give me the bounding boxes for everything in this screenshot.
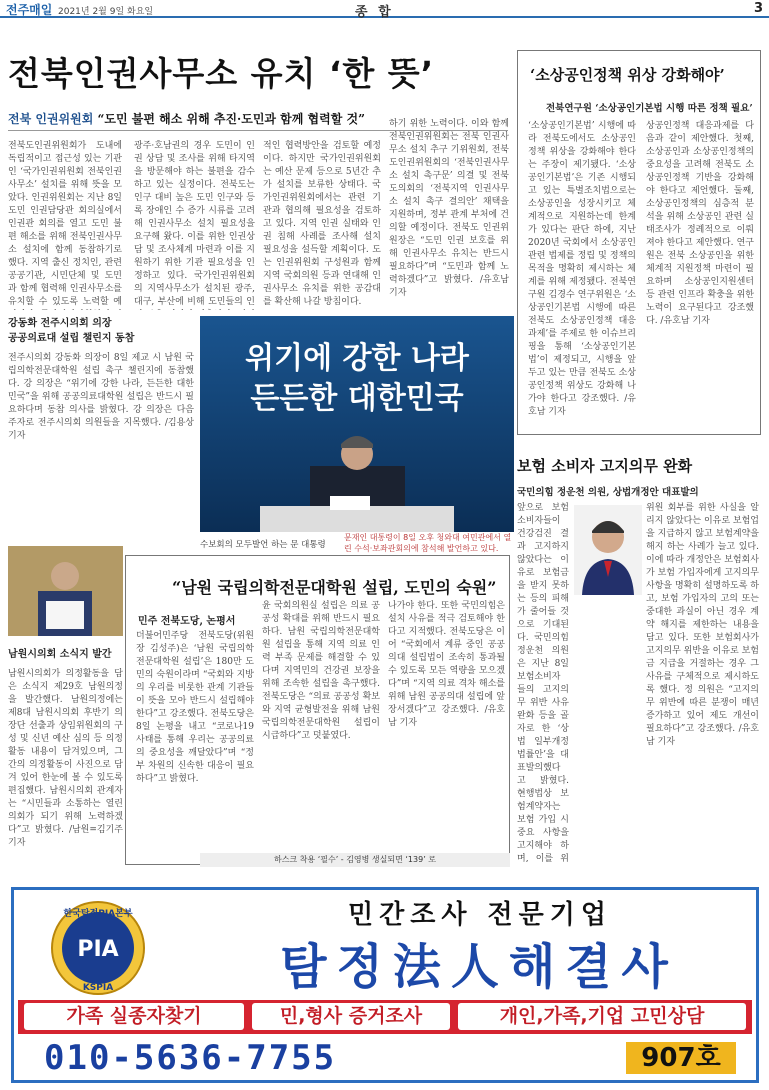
masthead [0, 0, 769, 18]
center-article-byline: 민주 전북도당, 논평서 [138, 616, 236, 627]
sidebar-article [8, 316, 194, 534]
advertisement[interactable] [11, 887, 759, 1083]
emblem-main-text: PIA [77, 937, 119, 962]
emblem-top-text: 한국탐정PIA본부 [63, 909, 133, 919]
lead-col-3: 적인 협력방안을 검토할 예정이다. 하지만 국가인권위원회는 예산 문제 등으로 5년간 추가 설치를 보류한 상태다. 국가인권위원회에서는 관련 기관과 협의해 필요성을 검토하고 있다. 지역 인권 실태와 인권 침해 사례를 조사해 설치 필요성을 설득할 계획이다. 도는 인권위원회 구성원과 함께 지역 국회의원 등과 연대해 인권사무소 유치를 위한 공감대를 확산해 나갈 방침이다. [263, 141, 381, 307]
president-photo [200, 316, 514, 532]
right-article-col-1: ‘소상공인기본법’ 시행에 따라 전북도에서도 소상공인정책 위상을 강화해야 한다는 주장이 제기됐다. ‘소상공인기본법’은 기존 시행되고 있는 특별조치법으로는 소상공인을 성장시키고 체계적으로 지원하는데 한계가 있다는 판단 하에, 지난 2020년 국회에서 소상공인 관련 법제를 정립 및 정책의 목적을 명확히 제시하는 체계를 위해 제정됐다. 전북연구원 김경수 연구위원은 ‘소상공인기본법 시행에 따른 전북도 소상공인정책 대응과제’를 주제로 한 이슈브리핑을 통해 ‘소상공인기본법’이 제정되고, 시행을 앞두고 있는 만큼 전북도 소상공인정책 위상도 강화해 나가야 한다고 강조했다. /유호남 기자 [528, 121, 636, 417]
center-article-col-1: 더불어민주당 전북도당(위원장 김성주)은 ‘남원 국립의학전문대학원 설립’은 180만 도민의 숙원이라며 “국회와 지방의 우리를 비롯한 관계 기관들이 뜻을 모아 반드시 설립해야 한다”고 강조했다. 전북도당은 8일 논평을 내고 “코로나19 사태를 통해 우리는 공공의료의 중요성을 깨달았다”며 “정부 차원의 신속한 대응이 필요하다”고 밝혔다. [136, 631, 254, 784]
lead-col-2: 광주·호남권의 경우 도민이 인권 상담 및 조사를 위해 타지역을 방문해야 하는 불편을 감수하고 있는 실정이다. 전북도는 인구 대비 높은 도민 인구와 등록 장애인 수 증가 시류를 고려해 인권사무소 설치 필요성을 요구해 왔다. 이를 위한 인권상담 및 조사체계 마련과 이를 지원하기 위한 기관 필요성을 인정하고 있다. 국가인권위원회의 지역사무소가 설치된 광주, 대구, 부산에 비해 도민들의 인 [134, 141, 255, 307]
lead-subhead-prefix: 전북 인권위원회 [8, 112, 94, 126]
lead-col-4: 하기 위한 노력이다. 이와 함께 전북인권위원회는 전북 인권사무소 설치 추구 기위원회, 전북도인권위원회의 ‘전북인권사무소 설치 촉구문’ 의결 및 전북도의회의 ‘전북지역 인권사무소 설치 촉구 결의안’ 채택을 지원하며, 정부 관계 부처에 건의할 예정이다. 전북도 인권위원장은 “도민 인권 보호를 위해 인권사무소 유치는 반드시 필요하다”며 “도민과 함께 노력하겠다”고 밝혔다. /유호남 기자 [389, 119, 509, 298]
lead-subhead-text: “도민 불편 해소 위해 추진·도민과 함께 협력할 것” [97, 112, 365, 126]
left-bottom-title: 남원시의회 소식지 발간 [8, 649, 112, 660]
pia-emblem-icon [38, 898, 158, 998]
banner-line-1: 위기에 강한 나라 [245, 341, 469, 376]
sidebar-body: 전주시의회 강동화 의장이 8일 제교 시 남원 국립의학전문대학원 설립 촉구 챌린지에 동참했다. 강 의장은 “위기에 강한 나라, 든든한 대한민국”을 위해 공공의료대학원 설립은 반드시 필요하다며 동참 의사를 밝혔다. 강 의장은 다음 주자로 전주시의회 의원들을 지목했다. /김용상 기자 [8, 353, 194, 441]
section-name: 종 합 [355, 5, 394, 20]
paper-logo: 전주매일 [6, 3, 53, 17]
ad-phone-number[interactable]: 010-5636-7755 [44, 1038, 337, 1078]
ad-company-name: 탐정法人해결사 [280, 939, 678, 995]
lead-subhead [8, 110, 365, 127]
insurance-subtitle: 국민의힘 정운천 의원, 상법개정안 대표발의 [517, 487, 699, 498]
photo-caption-right: 문재인 대통령이 8일 오후 청와대 여민관에서 열린 수석·보좌관회의에 참석해 발언하고 있다. [344, 533, 512, 553]
center-article-footer: 하스크 착용 ‘필수’ - 김영병 생실되면 ‘139’ 로 [200, 853, 510, 867]
emblem-bottom-text: KSPIA [82, 983, 114, 993]
sidebar-title-2: 공공의료대 설립 챌린지 동참 [8, 333, 135, 344]
ad-service-bar [18, 1000, 752, 1034]
left-bottom-article [8, 645, 123, 865]
insurance-col-right: 위원 회부를 위한 사실을 알리지 않았다는 이유로 보험업을 지급하지 않고 보험계약을 해지 하는 사례가 늘고 있다. 이에 따라 개정안은 보험회사가 보험 가입자에게 고지의무 사항을 명확히 설명하도록 하고, 보험 가입자의 고의 또는 중대한 과실이 아닌 경우 계약 해지를 제한하는 내용을 담고 있다. 또한 보험회사가 고지의무 위반을 이유로 보험금 지급을 거절하는 경우 그 사유를 구체적으로 제시하도록 했다. 정 의원은 “고지의무 위반에 따른 분쟁이 매년 증가하고 있어 제도 개선이 필요하다”고 강조했다. /유호남 기자 [646, 503, 759, 747]
lead-col-1: 전북도인권위원회가 도내에 독립적이고 접근성 있는 기관인 ‘국가인권위원회 전북인권사무소’ 설치를 위해 뜻을 모았다. 인권위원회는 지난 8일 도민 인권담당관 회의실에서 인권관 회의를 열고 도민 불편 해소를 위해 전북인권사무소 설치에 함께 동참하기로 했다. 지역 출신 정치인, 관련 공공기관, 시민단체 및 도민과 함께 협력해 인권사무소를 유치할 수 있도록 노력할 예 [8, 141, 122, 307]
issue-date: 2021년 2월 9일 화요일 [58, 7, 154, 17]
ad-room-number: 907호 [626, 1042, 736, 1074]
council-photo [8, 546, 123, 636]
right-article-title: ‘소상공인정책 위상 강화해야’ [530, 66, 725, 84]
lawmaker-portrait [574, 505, 642, 595]
banner-line-2: 든든한 대한민국 [250, 381, 464, 416]
news-photo [200, 316, 514, 532]
insurance-title: 보험 소비자 고지의무 완화 [517, 457, 693, 475]
left-bottom-body: 남원시의회가 의정활동을 담은 소식지 제29호 남원의정을 발간했다. 남원의정에는 제8대 남원시의회 후반기 의장단 선출과 상임위원회의 구성 및 신년 예산 심의 등 의정활동 내용이 담겨있으며, 그간의 의정활동이 사진으로 담겨 있어 한눈에 볼 수 있도록 편집했다. 남원시의회 관계자는 “시민들과 소통하는 열린 의회가 되기 위해 노력하겠다”고 밝혔다. /남원=김기주 기자 [8, 669, 123, 848]
council-photo-image [8, 546, 123, 636]
center-article-title: “남원 국립의학전문대학원 설립, 도민의 숙원” [172, 578, 497, 597]
insurance-col-left: 앞으로 보험 소비자들이 건강검진 결과 고지하지 않았다는 이유로 보험금을 받지 못하는 등의 피해가 줄어들 것으로 기대된다. 국민의힘 정운천 의원은 지난 8일 보험소비자들의 고지의무 위반 사유 완화 등을 골자로 한 ‘상법 일부개정법률안’을 대표발의했다고 밝혔다. 현행법상 보험계약자는 보험 가입 시 중요 사항을 고지해야 하며, 이를 위 [517, 503, 569, 862]
ad-tagline: 민간조사 전문기업 [348, 900, 612, 930]
lead-headline: 전북인권사무소 유치 ‘한 뜻’ [8, 54, 435, 93]
ad-service-2[interactable]: 민,형사 증거조사 [252, 1003, 450, 1030]
photo-caption-left: 수보회의 모두발언 하는 문 대통령 [200, 540, 326, 550]
sidebar-title: 강동화 전주시의회 의장 [8, 318, 112, 329]
center-article-col-3: 나가야 한다. 또한 국민의힘은 설치 사유를 적극 검토해야 한다고 지적했다. 전북도당은 이어 “국회에서 계류 중인 공공의대 설립법이 조속히 통과될 수 있도록 모든 역량을 모으겠다”며 “지역 의료 격차 해소를 위해 남원 공공의대 설립에 앞장서겠다”고 강조했다. /유호남 기자 [388, 601, 505, 728]
right-article-subtitle: 전북연구원 ‘소상공인기본법 시행 따른 정책 필요’ [546, 103, 753, 114]
center-article-col-2: 윤 국회의원실 설립은 의료 공공성 확대를 위해 반드시 필요하다. 남원 국립의학전문대학원 설립을 통해 지역 의료 인력 부족 문제를 해결할 수 있다며 지역민의 건강권 보장을 위해 조속한 설립을 촉구했다. 전북도당은 “의료 공공성 확보와 지역 균형발전을 위해 남원 국립의학전문대학원 설립이 시급하다”고 덧붙였다. [262, 601, 380, 741]
lawmaker-portrait-image [574, 505, 642, 595]
ad-service-1[interactable]: 가족 실종자찾기 [24, 1003, 244, 1030]
page-number: 3 [753, 1, 763, 16]
ad-service-3[interactable]: 개인,가족,기업 고민상담 [458, 1003, 746, 1030]
right-article-col-2: 상공인정책 대응과제를 다음과 같이 제안했다. 첫째, 소상공인과 소상공인정책의 중요성을 고려해 전북도 소상공인정책 기반을 강화해야 한다고 제언했다. 둘째, 소상공인정책의 심층적 분석을 위해 소상공인 관련 실태조사가 정례적으로 이뤄져야 한다고 제안했다. 연구원은 전북 소상공인을 위한 체계적 지원정책 마련이 필요하며 소상공인지원센터 등 관련 인프라 확충을 위한 노력이 요구된다고 강조했다. /유호남 기자 [646, 121, 754, 326]
